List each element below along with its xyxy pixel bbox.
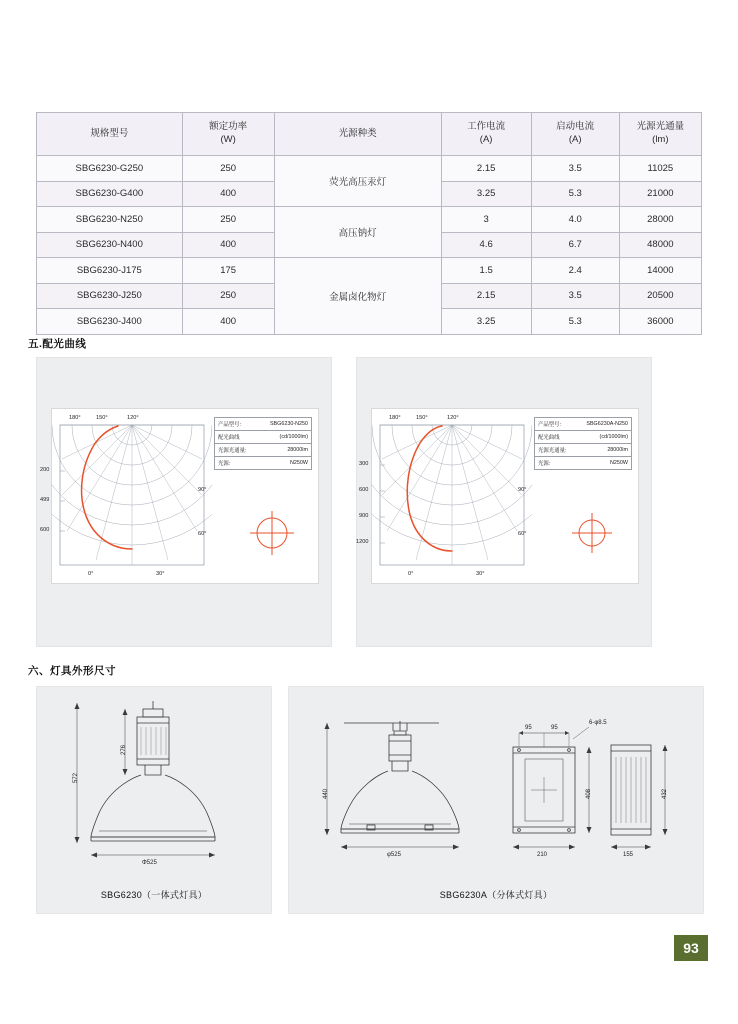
cell-current: 4.6 [441,232,531,258]
curve-right-info-row-flux [535,444,631,457]
curve-right-info-row-source [535,457,631,469]
curve-inner-left [40,408,319,584]
cell-model: SBG6230-G250 [37,156,183,182]
curve-left-info-value-model: SBG6230-N250 [269,421,308,427]
cell-flux: 36000 [619,309,701,335]
curve-left-info-row-source [215,457,311,469]
dim-right-side-width: 155 [623,852,634,858]
dim-left-body-height: 276 [121,744,127,755]
dimension-panel-integrated [36,686,272,914]
curve-right-angle-150: 150° [416,415,428,421]
dim-right-hole-left: 95 [525,725,532,731]
cell-model: SBG6230-N400 [37,232,183,258]
curve-left-info-value-flux: 28000lm [287,447,308,453]
cell-power: 400 [182,181,274,207]
curve-left-radial-2: 499 [40,497,50,503]
curve-left-info-label-source: 光源: [218,461,231,467]
header-source-type-line1: 光源种类 [338,127,377,139]
polar-diagram-right [356,409,532,583]
cell-start: 3.5 [531,283,619,309]
cell-current: 3 [441,207,531,233]
table-header-row [37,113,702,156]
curve-left-info-label-curve: 配光曲线 [218,435,240,441]
cell-source-type: 荧光高压汞灯 [274,156,441,207]
cell-power: 250 [182,207,274,233]
dim-left-total-height: 572 [73,772,79,783]
cell-flux: 28000 [619,207,701,233]
dim-right-diameter: φ525 [387,852,401,858]
curve-left-radial-1: 200 [40,467,50,473]
cell-flux: 14000 [619,258,701,284]
cell-start: 5.3 [531,181,619,207]
header-power-line2: (W) [220,134,236,145]
curve-right-radial-1: 300 [359,461,369,467]
header-model [37,113,183,156]
cell-flux: 20500 [619,283,701,309]
header-working-current-line1: 工作电流 [467,121,506,133]
curve-right-info-label-source: 光源: [538,461,551,467]
header-working-current-line2: (A) [479,134,493,145]
dimension-panel-separated [288,686,704,914]
header-working-current [441,113,531,156]
table-row [37,258,702,284]
page-number-badge: 93 [674,935,708,961]
curve-right-angle-180: 180° [389,415,401,421]
cell-model: SBG6230-N250 [37,207,183,233]
curve-right-radial-4: 1200 [356,539,369,545]
header-start-current-line1: 启动电流 [556,121,595,133]
curve-right-info-box [534,417,632,470]
cell-start: 6.7 [531,232,619,258]
dim-right-side-height: 432 [662,788,668,799]
curve-left-info-value-source: N250W [290,460,308,466]
header-source-type [274,113,441,156]
cell-current: 2.15 [441,156,531,182]
dim-right-hole-spec: 6-φ8.5 [589,720,607,726]
curve-right-info-row-curve [535,431,631,444]
dim-right-hole-right: 95 [551,725,558,731]
curve-right-info-value-curve: (cd/1000lm) [599,434,628,440]
header-start-current-line2: (A) [568,134,582,145]
header-power-line1: 额定功率 [209,121,248,133]
cell-source-type: 金属卤化物灯 [274,258,441,335]
header-power [182,113,274,156]
specification-table [36,112,702,335]
table-row [37,156,702,182]
curve-right-info-row-model [535,418,631,431]
dim-right-box-width: 210 [537,852,548,858]
polar-diagram-left [40,409,212,583]
curve-right-angle-120: 120° [447,415,459,421]
cell-model: SBG6230-J400 [37,309,183,335]
dim-right-box-height: 408 [586,788,592,799]
header-start-current [531,113,619,156]
table-body [37,156,702,335]
photometric-curve-panel-left [36,357,332,647]
polar-diagram-right-svg [372,409,532,583]
header-model-line1: 规格型号 [90,127,129,139]
curve-left-angle-30: 30° [156,571,165,577]
cell-current: 3.25 [441,309,531,335]
dimension-drawing-separated [289,687,703,877]
cell-model: SBG6230-J175 [37,258,183,284]
curve-right-info-value-source: N250W [610,460,628,466]
curve-right-angle-90: 90° [518,487,527,493]
cell-power: 400 [182,309,274,335]
curve-right-info-value-model: SBG6230A-N250 [586,421,628,427]
lamp-symbol-icon-left [244,503,300,559]
curve-right-info-label-flux: 光源光通量: [538,448,567,454]
cell-current: 3.25 [441,181,531,207]
curve-right-info-label-curve: 配光曲线 [538,435,560,441]
cell-flux: 11025 [619,156,701,182]
curve-left-angle-60: 60° [198,531,207,537]
curve-right-angle-60: 60° [518,531,527,537]
dim-right-total-height: 440 [323,788,329,799]
curve-left-info-box [214,417,312,470]
curve-left-info-value-curve: (cd/1000lm) [279,434,308,440]
cell-power: 175 [182,258,274,284]
cell-current: 2.15 [441,283,531,309]
cell-source-type: 高压钠灯 [274,207,441,258]
cell-model: SBG6230-J250 [37,283,183,309]
cell-power: 250 [182,283,274,309]
cell-flux: 21000 [619,181,701,207]
section-title-photometric-curve: 五.配光曲线 [28,338,87,350]
curve-left-info-row-curve [215,431,311,444]
photometric-curve-panel-right [356,357,652,647]
lamp-symbol-icon-right [564,503,620,559]
polar-diagram-left-svg [52,409,212,583]
cell-current: 1.5 [441,258,531,284]
section-title-dimensions: 六、灯具外形尺寸 [28,665,116,677]
curve-inner-right [356,408,639,584]
curve-right-angle-30: 30° [476,571,485,577]
cell-start: 2.4 [531,258,619,284]
dimension-caption-separated: SBG6230A（分体式灯具） [439,890,553,900]
table-header [37,113,702,156]
curve-left-radial-3: 600 [40,527,50,533]
cell-start: 3.5 [531,156,619,182]
curve-left-info-label-model: 产品型号: [218,422,242,428]
cell-model: SBG6230-G400 [37,181,183,207]
curve-right-info-value-flux: 28000lm [607,447,628,453]
curve-right-angle-0: 0° [408,571,414,577]
dimension-caption-integrated: SBG6230（一体式灯具） [100,890,208,900]
curve-right-info-label-model: 产品型号: [538,422,562,428]
curve-left-angle-90: 90° [198,487,207,493]
curve-left-angle-180: 180° [69,415,81,421]
dim-left-diameter: Φ525 [142,860,157,866]
curve-left-info-row-flux [215,444,311,457]
cell-power: 400 [182,232,274,258]
cell-power: 250 [182,156,274,182]
curve-right-radial-2: 600 [359,487,369,493]
cell-start: 5.3 [531,309,619,335]
header-luminous-flux-line2: (lm) [652,134,669,145]
specification-table-container [36,112,702,335]
curve-left-angle-120: 120° [127,415,139,421]
curve-left-angle-0: 0° [88,571,94,577]
cell-flux: 48000 [619,232,701,258]
header-luminous-flux-line1: 光源光通量 [636,121,685,133]
curve-right-radial-3: 900 [359,513,369,519]
curve-left-info-row-model [215,418,311,431]
curve-left-info-label-flux: 光源光通量: [218,448,247,454]
cell-start: 4.0 [531,207,619,233]
table-row [37,207,702,233]
curve-left-angle-150: 150° [96,415,108,421]
header-luminous-flux [619,113,701,156]
